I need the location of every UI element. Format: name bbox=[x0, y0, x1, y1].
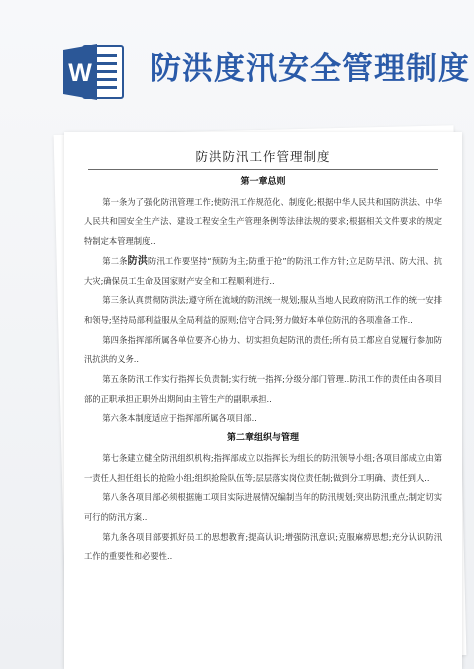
article-text: 第二条 bbox=[102, 255, 128, 266]
document-page bbox=[64, 132, 462, 669]
word-document-icon bbox=[63, 42, 125, 102]
article-paragraph: 第八条各项目部必须根据施工项目实际进展情况编制当年的防汛规划;突出防汛重点;制定切实可行的防汛方案.. bbox=[84, 492, 442, 522]
article-paragraph bbox=[84, 252, 442, 291]
article-paragraph: 第九条各项目部要抓好员工的思想教育;提高认识;增强防汛意识;克服麻痹思想;充分认识防汛工作的重要性和必要性.. bbox=[84, 531, 442, 562]
article-paragraph: 第三条认真贯彻防洪法;遵守所在流域的防汛统一规划;服从当地人民政府防汛工作的统一安排和领导;坚持局部利益服从全局利益的原则;信守合同;努力做好本单位防汛的各项准备工作.. bbox=[84, 295, 442, 325]
article-paragraph: 第四条指挥部所属各单位要齐心协力、切实担负起防汛的责任;所有员工都应自觉履行参加防汛抗洪的义务.. bbox=[84, 334, 442, 365]
article-text: 防汛工作要坚持“预防为主;防重于抢”的防汛工作方针;立足防早汛、防大汛、抗大灾;确保员工生命及国家财产安全和工程顺利进行.. bbox=[84, 255, 442, 286]
article-paragraph: 第六条本制度适应于指挥部所属各项目部.. bbox=[102, 413, 257, 424]
article-emphasis: 防洪 bbox=[127, 255, 148, 267]
document-title: 防洪防汛工作管理制度 bbox=[195, 149, 331, 164]
logo-letter: W bbox=[68, 59, 92, 87]
title-divider bbox=[88, 169, 438, 170]
article-paragraph: 第一条为了强化防汛管理工作;使防汛工作规范化、制度化;根据中华人民共和国防洪法、中华人民共和国安全生产法、建设工程安全生产管理条例等法律法规的要求;根据相关文件要求的规定特制定本管理制度.. bbox=[84, 196, 442, 247]
banner-title: 防洪度汛安全管理制度 bbox=[150, 51, 470, 87]
article-paragraph: 第五条防汛工作实行指挥长负责制;实行统一指挥;分级分部门管理..防汛工作的责任由各项目部的正职承担正职外出期间由主管生产的副职承担.. bbox=[84, 374, 442, 404]
document-body bbox=[84, 173, 442, 567]
chapter-heading: 第一章总则 bbox=[240, 177, 286, 187]
chapter-heading: 第二章组织与管理 bbox=[226, 433, 299, 444]
article-paragraph: 第七条建立健全防汛组织机构;指挥部成立以指挥长为组长的防汛领导小组;各项目部成立由第一责任人担任组长的抢险小组;组织抢险队伍等;层层落实岗位责任制;做到分工明确、责任到人.. bbox=[84, 452, 442, 483]
